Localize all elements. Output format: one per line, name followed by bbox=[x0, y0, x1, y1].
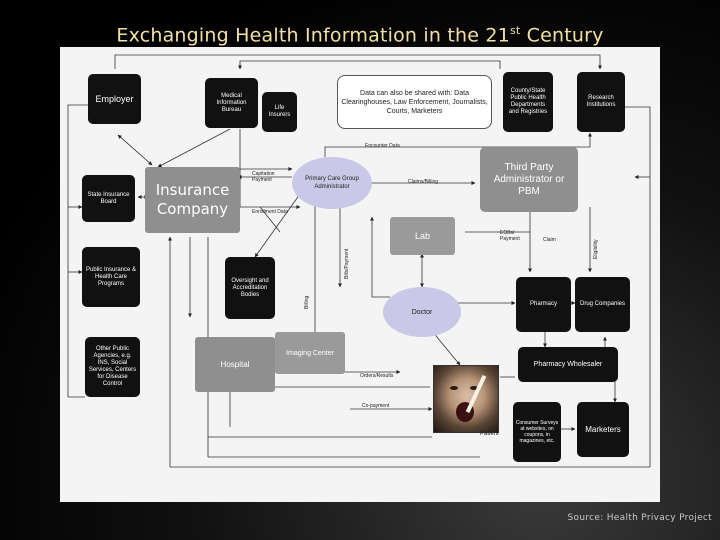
imaging-center-box: Imaging Center bbox=[275, 332, 345, 374]
hospital-box: Hospital bbox=[195, 337, 275, 392]
eobs-payment-label: EOBs/ Payment bbox=[500, 230, 520, 242]
co-payment-label: Co-payment bbox=[362, 403, 390, 409]
county-state-public-health-box: County/State Public Health Departments and Registries bbox=[503, 72, 553, 132]
public-insurance-box: Public Insurance & Health Care Programs bbox=[82, 247, 140, 307]
pharmacy-wholesaler-box: Pharmacy Wholesaler bbox=[518, 347, 618, 382]
encounter-data-label: Encounter Data bbox=[365, 143, 400, 149]
health-information-diagram bbox=[60, 47, 660, 502]
lab-box: Lab bbox=[390, 217, 455, 255]
state-insurance-board-box: State Insurance Board bbox=[82, 175, 135, 222]
research-institutions-box: Research Institutions bbox=[577, 72, 625, 132]
consumer-surveys-box: Consumer Surveys at websites, on coupons, in magazines, etc. bbox=[513, 402, 561, 462]
patient-label: Patient bbox=[480, 431, 499, 437]
doctor-ellipse: Doctor bbox=[383, 287, 461, 337]
life-insurers-box: Life Insurers bbox=[262, 92, 297, 132]
other-public-agencies-box: Other Public Agencies, e.g. INS, Social Services, Centers for Disease Control bbox=[85, 337, 140, 397]
enrollment-data-label: Enrollment Data bbox=[252, 209, 288, 215]
primary-care-group-administrator-ellipse: Primary Care Group Administrator bbox=[292, 157, 372, 209]
patient-photo bbox=[433, 365, 499, 433]
claim-label: Claim bbox=[543, 237, 556, 243]
oversight-bodies-box: Oversight and Accreditation Bodies bbox=[225, 257, 275, 319]
drug-companies-box: Drug Companies bbox=[575, 277, 630, 332]
data-shared-note: Data can also be shared with: Data Clearinghouses, Law Enforcement, Journalists, Courts, Marketers bbox=[337, 75, 492, 129]
eligibility-label: Eligibility bbox=[593, 239, 599, 259]
insurance-company-box: Insurance Company bbox=[145, 167, 240, 233]
medical-information-bureau-box: Medical Information Bureau bbox=[205, 78, 258, 128]
orders-results-label: Orders/Results bbox=[360, 373, 394, 379]
source-credit: Source: Health Privacy Project bbox=[567, 513, 712, 523]
third-party-administrator-box: Third Party Administrator or PBM bbox=[480, 147, 578, 212]
capitation-payment-label: Capitation Payment bbox=[252, 171, 275, 183]
bills-payment-label: Bills/Payment bbox=[344, 248, 350, 279]
marketers-box: Marketers bbox=[577, 402, 629, 457]
employer-box: Employer bbox=[88, 74, 141, 124]
pharmacy-box: Pharmacy bbox=[516, 277, 571, 332]
slide-title: Exchanging Health Information in the 21st Century bbox=[116, 24, 604, 47]
claims-billing-label: Claims/Billing bbox=[408, 179, 439, 185]
billing-label: Billing bbox=[304, 295, 310, 309]
